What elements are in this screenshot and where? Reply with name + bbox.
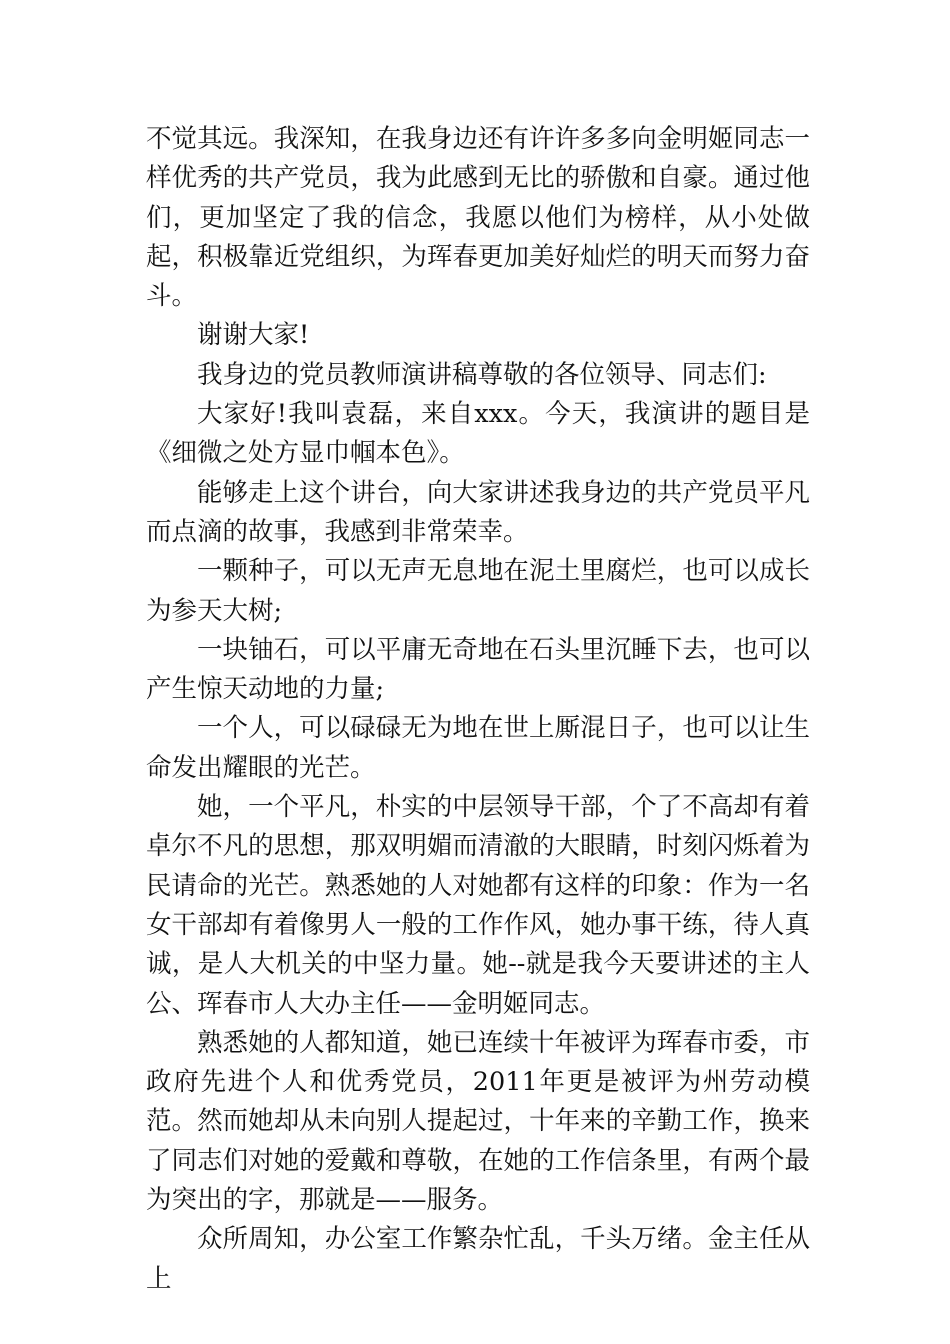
paragraph: 大家好!我叫袁磊，来自xxx。今天，我演讲的题目是《细微之处方显巾帼本色》。 [146,399,810,469]
paragraph: 熟悉她的人都知道，她已连续十年被评为珲春市委，市政府先进个人和优秀党员，2011年更是被评为州劳动模范。然而她却从未向别人提起过，十年来的辛勤工作，换来了同志们对她的爱戴和尊敬，在她的工作信条里，有两个最为突出的字，那就是——服务。 [146,1027,810,1216]
document-page [146,120,810,1299]
paragraph: 她，一个平凡，朴实的中层领导干部，个了不高却有着卓尔不凡的思想，那双明媚而清澈的大眼睛，时刻闪烁着为民请命的光芒。熟悉她的人对她都有这样的印象：作为一名女干部却有着像男人一般的工作作风，她办事干练，待人真诚，是人大机关的中坚力量。她--就是我今天要讲述的主人公、珲春市人大办主任——金明姬同志。 [146,792,810,1019]
paragraph: 一个人，可以碌碌无为地在世上厮混日子，也可以让生命发出耀眼的光芒。 [146,713,810,783]
paragraph: 一块铀石，可以平庸无奇地在石头里沉睡下去，也可以产生惊天动地的力量; [146,634,810,705]
paragraph: 一颗种子，可以无声无息地在泥土里腐烂，也可以成长为参天大树; [146,556,810,626]
paragraph: 众所周知，办公室工作繁杂忙乱，千头万绪。金主任从上 [146,1224,810,1294]
paragraph: 我身边的党员教师演讲稿尊敬的各位领导、同志们: [197,359,767,390]
paragraph: 谢谢大家! [197,320,310,351]
paragraph: 能够走上这个讲台，向大家讲述我身边的共产党员平凡而点滴的故事，我感到非常荣幸。 [146,477,810,547]
paragraph: 不觉其远。我深知，在我身边还有许许多多向金明姬同志一样优秀的共产党员，我为此感到无比的骄傲和自豪。通过他们，更加坚定了我的信念，我愿以他们为榜样，从小处做起，积极靠近党组织，为珲春更加美好灿烂的明天而努力奋斗。 [146,124,810,312]
